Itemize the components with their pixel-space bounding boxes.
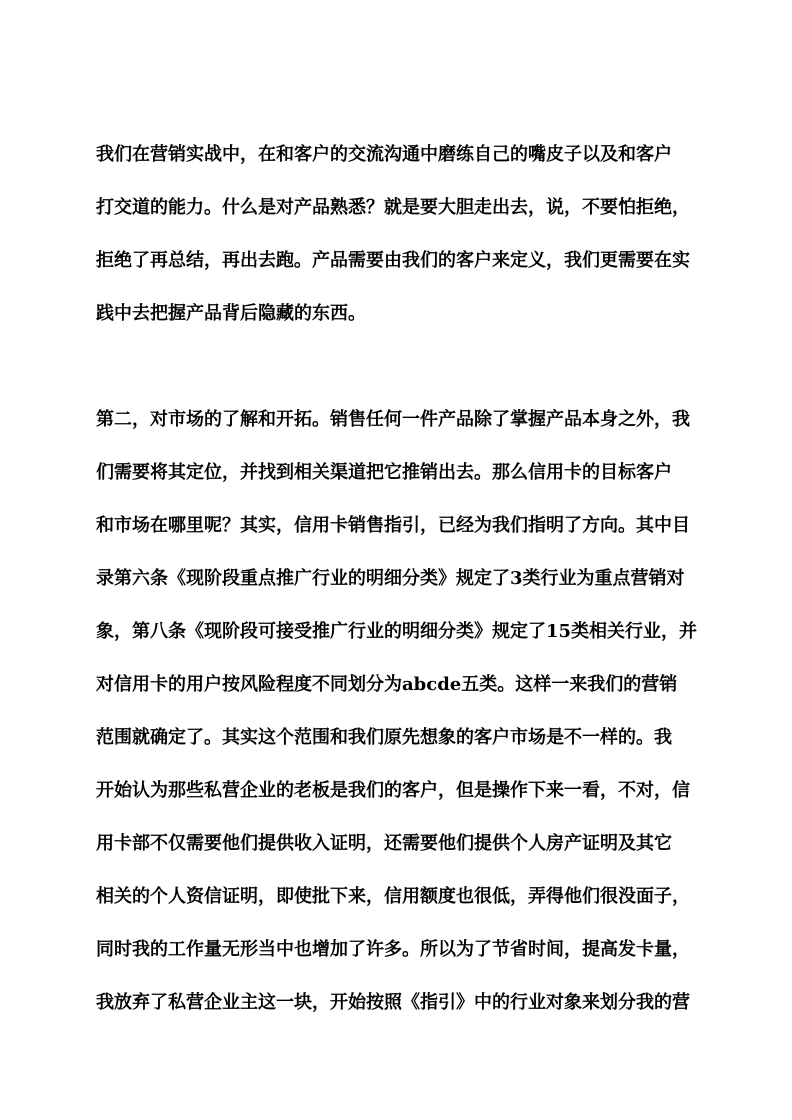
- paragraph-1-line-1: 我们在营销实战中，在和客户的交流沟通中磨练自己的嘴皮子以及和客户: [96, 144, 672, 165]
- paragraph-2-line-1: 第二，对市场的了解和开拓。销售任何一件产品除了掌握产品本身之外，我: [96, 409, 690, 430]
- paragraph-1-line-3: 拒绝了再总结，再出去跑。产品需要由我们的客户来定义，我们更需要在实: [96, 250, 690, 271]
- paragraph-2-line-4: 录第六条《现阶段重点推广行业的明细分类》规定了3类行业为重点营销对: [96, 568, 685, 589]
- paragraph-2-line-5: 象，第八条《现阶段可接受推广行业的明细分类》规定了15类相关行业，并: [96, 621, 698, 642]
- paragraph-2-line-3: 和市场在哪里呢？其实，信用卡销售指引，已经为我们指明了方向。其中目: [96, 515, 690, 536]
- paragraph-2-line-11: 同时我的工作量无形当中也增加了许多。所以为了节省时间，提高发卡量，: [96, 939, 690, 960]
- paragraph-2-line-9: 用卡部不仅需要他们提供收入证明，还需要他们提供个人房产证明及其它: [96, 833, 672, 854]
- paragraph-2-line-12: 我放弃了私营企业主这一块，开始按照《指引》中的行业对象来划分我的营: [96, 992, 690, 1013]
- paragraph-2-line-7: 范围就确定了。其实这个范围和我们原先想象的客户市场是不一样的。我: [96, 727, 672, 748]
- paragraph-2-line-6: 对信用卡的用户按风险程度不同划分为abcde五类。这样一来我们的营销: [96, 674, 678, 695]
- paragraph-1-line-4: 践中去把握产品背后隐藏的东西。: [96, 303, 366, 324]
- paragraph-2-line-8: 开始认为那些私营企业的老板是我们的客户，但是操作下来一看，不对，信: [96, 780, 690, 801]
- paragraph-1-line-2: 打交道的能力。什么是对产品熟悉？就是要大胆走出去，说，不要怕拒绝，: [96, 197, 690, 218]
- paragraph-2-line-2: 们需要将其定位，并找到相关渠道把它推销出去。那么信用卡的目标客户: [96, 462, 672, 483]
- paragraph-2-line-10: 相关的个人资信证明，即使批下来，信用额度也很低，弄得他们很没面子，: [96, 886, 690, 907]
